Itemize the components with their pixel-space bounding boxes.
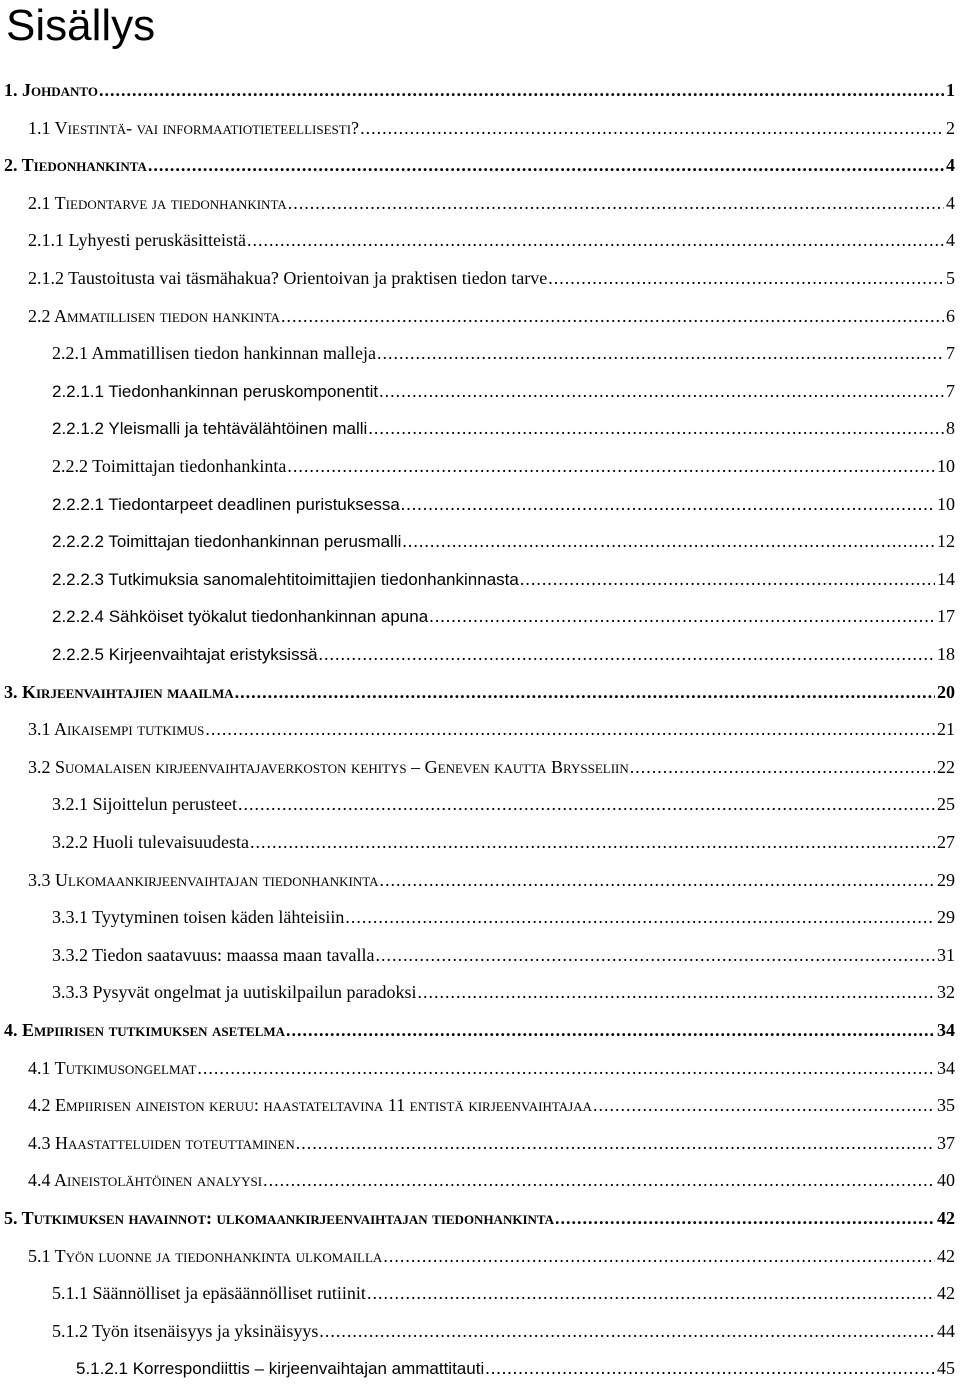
toc-leader-dots xyxy=(288,193,944,214)
toc-entry[interactable] xyxy=(28,118,955,146)
toc-page-number: 32 xyxy=(937,982,955,1003)
toc-leader-dots xyxy=(593,1095,935,1116)
toc-entry-title: 4.3 Haastatteluiden toteuttaminen xyxy=(28,1132,295,1153)
toc-entry[interactable] xyxy=(52,456,955,484)
toc-entry-title: 2.2.2.4 Sähköiset työkalut tiedonhankinnan apuna xyxy=(52,607,429,627)
toc-leader-dots xyxy=(148,155,944,176)
toc-leader-dots xyxy=(383,1246,935,1267)
toc-entry[interactable] xyxy=(52,1321,955,1349)
toc-page-number: 4 xyxy=(946,230,955,251)
toc-entry-title: 2.2.2.3 Tutkimuksia sanomalehtitoimittajien tiedonhankinnasta xyxy=(52,569,519,589)
toc-page-number: 42 xyxy=(937,1208,955,1228)
toc-page-number: 27 xyxy=(937,832,955,852)
toc-leader-dots xyxy=(555,1208,935,1229)
toc-leader-dots xyxy=(368,418,944,439)
toc-entry-title: 2.1.2 Taustoitusta vai täsmähakua? Orientoivan ja praktisen tiedon tarve xyxy=(28,268,548,288)
toc-leader-dots xyxy=(429,606,935,627)
toc-page-number: 34 xyxy=(937,1020,955,1040)
toc-page-number: 4 xyxy=(946,155,955,176)
toc-entry-title: 3.3.3 Pysyvät ongelmat ja uutiskilpailun paradoksi xyxy=(52,982,417,1003)
toc-entry[interactable] xyxy=(52,832,955,860)
toc-entry-title: 2. Tiedonhankinta xyxy=(4,155,147,176)
toc-leader-dots xyxy=(520,569,935,590)
toc-entry-title: 3.3.2 Tiedon saatavuus: maassa maan tavalla xyxy=(52,944,375,965)
toc-leader-dots xyxy=(377,343,944,364)
toc-entry-title: 3.2 Suomalaisen kirjeenvaihtajaverkoston kehitys – Geneven kautta Brysseliin xyxy=(28,756,629,777)
toc-page-number: 7 xyxy=(946,380,955,401)
toc-page-number: 34 xyxy=(937,1057,955,1078)
toc-entry[interactable] xyxy=(52,343,955,371)
toc-leader-dots xyxy=(417,982,935,1003)
toc-entry[interactable] xyxy=(4,155,955,183)
toc-page-number: 42 xyxy=(937,1245,955,1266)
toc-entry-title: 2.2.1 Ammatillisen tiedon hankinnan malleja xyxy=(52,343,376,364)
toc-page-number: 14 xyxy=(937,568,955,589)
toc-entry[interactable] xyxy=(52,907,955,935)
toc-entry[interactable] xyxy=(52,381,955,409)
toc-entry[interactable] xyxy=(52,531,955,559)
toc-leader-dots xyxy=(367,1283,935,1304)
toc-entry-title: 5.1.2 Työn itsenäisyys ja yksinäisyys xyxy=(52,1320,319,1341)
toc-leader-dots xyxy=(235,682,935,703)
toc-leader-dots xyxy=(379,381,944,402)
toc-page-number: 10 xyxy=(937,493,955,514)
toc-page-number: 35 xyxy=(937,1095,955,1116)
toc-page-number: 2 xyxy=(946,117,955,138)
toc-entry-title: 2.2.1.2 Yleismalli ja tehtävälähtöinen malli xyxy=(52,419,368,439)
toc-entry-title: 3.3 Ulkomaankirjeenvaihtajan tiedonhankinta xyxy=(28,869,379,890)
toc-leader-dots xyxy=(401,494,935,515)
toc-entry-title: 5.1.2.1 Korrespondiittis – kirjeenvaihtajan ammattitauti xyxy=(76,1359,485,1379)
toc-page-number: 8 xyxy=(946,418,955,439)
toc-leader-dots xyxy=(250,832,935,853)
toc-entry[interactable] xyxy=(28,1246,955,1274)
toc-leader-dots xyxy=(286,1020,935,1041)
toc-entry-title: 1.1 Viestintä- vai informaatiotieteellisesti? xyxy=(28,117,360,138)
toc-leader-dots xyxy=(375,945,935,966)
toc-leader-dots xyxy=(296,1133,935,1154)
toc-entry[interactable] xyxy=(52,982,955,1010)
toc-entry[interactable] xyxy=(52,1283,955,1311)
toc-entry-title: 1. Johdanto xyxy=(4,80,98,100)
toc-page-number: 21 xyxy=(937,719,955,740)
toc-page-number: 18 xyxy=(937,644,955,664)
toc-leader-dots xyxy=(380,870,935,891)
toc-leader-dots xyxy=(360,118,944,139)
toc-entry-title: 4. Empiirisen tutkimuksen asetelma xyxy=(4,1020,285,1040)
toc-entry-title: 2.1.1 Lyhyesti peruskäsitteistä xyxy=(28,230,246,251)
toc-leader-dots xyxy=(485,1358,935,1379)
toc-page-number: 17 xyxy=(937,606,955,627)
toc-entry-title: 3.1 Aikaisempi tutkimus xyxy=(28,719,205,740)
toc-leader-dots xyxy=(287,456,935,477)
toc-entry[interactable] xyxy=(28,1170,955,1198)
toc-page-number: 12 xyxy=(937,531,955,552)
toc-entry[interactable] xyxy=(28,870,955,898)
toc-entry-title: 3.3.1 Tyytyminen toisen käden lähteisiin xyxy=(52,907,345,928)
toc-page-number: 29 xyxy=(937,869,955,890)
toc-entry-title: 2.2.2 Toimittajan tiedonhankinta xyxy=(52,456,287,476)
toc-entry[interactable] xyxy=(28,193,955,221)
toc-leader-dots xyxy=(247,230,944,251)
toc-entry[interactable] xyxy=(76,1358,955,1386)
toc-entry-title: 2.2.2.1 Tiedontarpeet deadlinen puristuksessa xyxy=(52,494,400,514)
toc-page-number: 31 xyxy=(937,944,955,965)
toc-entry[interactable] xyxy=(4,1020,955,1048)
toc-page-number: 44 xyxy=(937,1320,955,1341)
toc-entry-title: 3. Kirjeenvaihtajien maailma xyxy=(4,681,234,702)
toc-entry-title: 2.2.2.2 Toimittajan tiedonhankinnan perusmalli xyxy=(52,532,402,552)
toc-leader-dots xyxy=(205,719,935,740)
toc-page-number: 5 xyxy=(946,268,955,288)
toc-page-number: 40 xyxy=(937,1170,955,1191)
toc-entry[interactable] xyxy=(4,80,955,108)
toc-entry-title: 2.2.1.1 Tiedonhankinnan peruskomponentit xyxy=(52,381,379,401)
toc-page-number: 1 xyxy=(946,80,955,100)
toc-page-number: 29 xyxy=(937,907,955,928)
toc-entry-title: 5.1 Työn luonne ja tiedonhankinta ulkomailla xyxy=(28,1245,383,1266)
toc-page-number: 45 xyxy=(937,1358,955,1379)
toc-leader-dots xyxy=(548,268,944,289)
toc-entry[interactable] xyxy=(52,794,955,822)
toc-page-number: 6 xyxy=(946,305,955,326)
toc-entry[interactable] xyxy=(28,757,955,785)
toc-entry[interactable] xyxy=(28,1133,955,1161)
toc-entry[interactable] xyxy=(4,682,955,710)
toc-leader-dots xyxy=(319,1321,935,1342)
toc-entry[interactable] xyxy=(52,606,955,634)
toc-leader-dots xyxy=(319,644,935,665)
toc-entry-title: 2.1 Tiedontarve ja tiedonhankinta xyxy=(28,192,287,213)
toc-page-number: 42 xyxy=(937,1283,955,1304)
toc-leader-dots xyxy=(402,531,935,552)
toc-entry[interactable] xyxy=(28,268,955,296)
toc-entry[interactable] xyxy=(4,1208,955,1236)
toc-entry[interactable] xyxy=(28,1095,955,1123)
toc-leader-dots xyxy=(238,794,935,815)
toc-entry-title: 5.1.1 Säännölliset ja epäsäännölliset rutiinit xyxy=(52,1283,366,1304)
toc-entry[interactable] xyxy=(52,418,955,446)
page-title: Sisällys xyxy=(6,1,156,50)
toc-page-number: 25 xyxy=(937,794,955,815)
toc-entry-title: 2.2.2.5 Kirjeenvaihtajat eristyksissä xyxy=(52,645,318,664)
toc-leader-dots xyxy=(281,306,944,327)
toc-entry-title: 4.2 Empiirisen aineiston keruu: haastateltavina 11 entistä kirjeenvaihtajaa xyxy=(28,1095,592,1116)
toc-entry[interactable] xyxy=(52,644,955,672)
toc-entry[interactable] xyxy=(52,494,955,522)
toc-page-number: 20 xyxy=(937,681,955,702)
toc-entry[interactable] xyxy=(28,1058,955,1086)
toc-entry[interactable] xyxy=(28,306,955,334)
toc-leader-dots xyxy=(99,80,944,101)
toc-entry-title: 3.2.1 Sijoittelun perusteet xyxy=(52,794,237,815)
toc-page-number: 10 xyxy=(937,456,955,476)
toc-page-number: 7 xyxy=(946,343,955,364)
toc-leader-dots xyxy=(263,1170,935,1191)
toc-leader-dots xyxy=(630,757,935,778)
toc-entry-title: 3.2.2 Huoli tulevaisuudesta xyxy=(52,832,249,852)
toc-entry[interactable] xyxy=(52,945,955,973)
toc-leader-dots xyxy=(197,1058,935,1079)
toc-page-number: 37 xyxy=(937,1132,955,1153)
toc-leader-dots xyxy=(345,907,935,928)
toc-entry[interactable] xyxy=(28,230,955,258)
toc-page-number: 4 xyxy=(946,192,955,213)
toc-entry-title: 4.4 Aineistolähtöinen analyysi xyxy=(28,1170,263,1191)
toc-entry-title: 2.2 Ammatillisen tiedon hankinta xyxy=(28,305,281,326)
toc-entry[interactable] xyxy=(28,719,955,747)
toc-entry-title: 5. Tutkimuksen havainnot: ulkomaankirjeenvaihtajan tiedonhankinta xyxy=(4,1208,554,1228)
toc-entry-title: 4.1 Tutkimusongelmat xyxy=(28,1057,197,1078)
toc-entry[interactable] xyxy=(52,569,955,597)
toc-page-number: 22 xyxy=(937,756,955,777)
